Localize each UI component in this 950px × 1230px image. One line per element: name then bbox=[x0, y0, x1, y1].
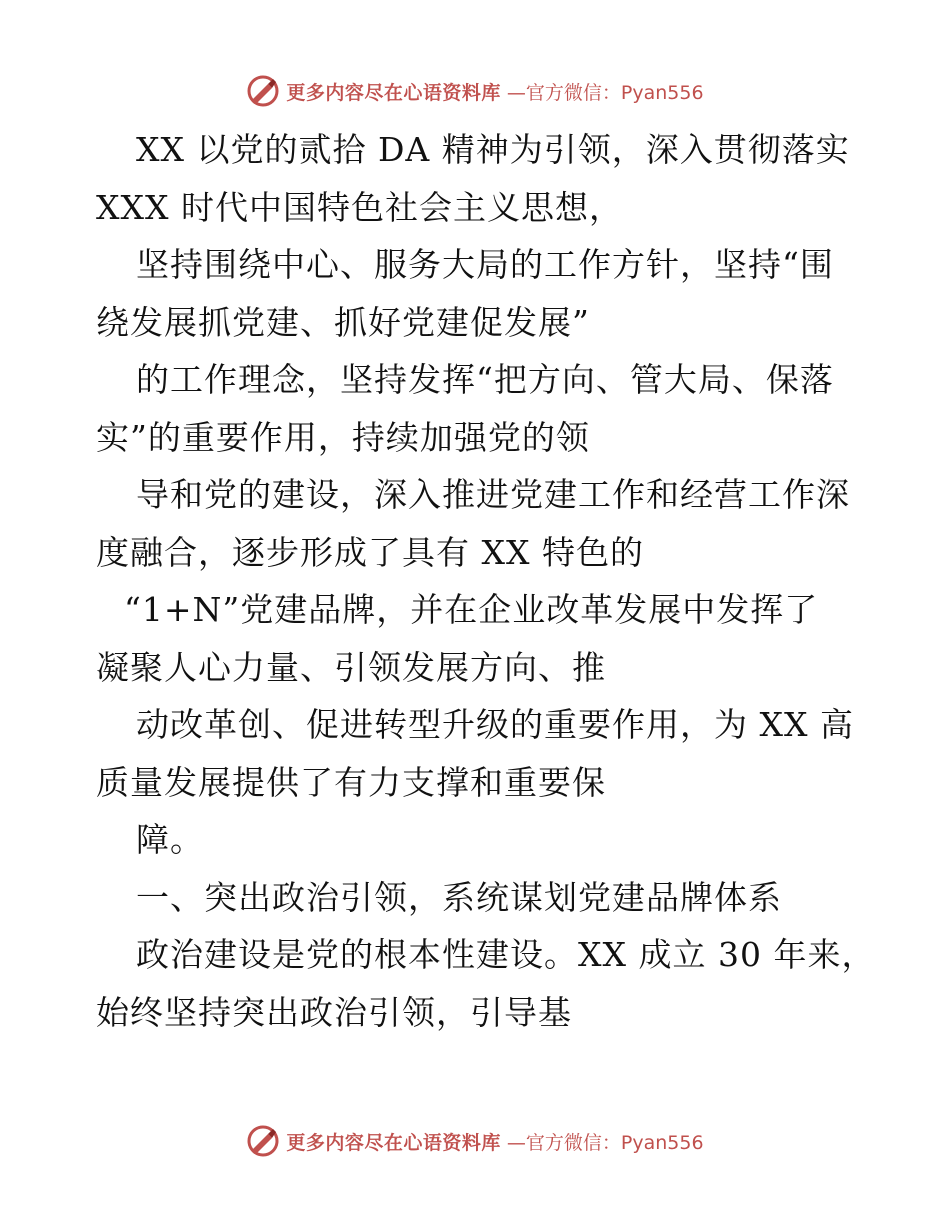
watermark-title: 更多内容尽在心语资料库 bbox=[286, 81, 501, 104]
paragraph-line: 障。 bbox=[136, 820, 204, 859]
paragraph-line: 凝聚人心力量、引领发展方向、推 bbox=[96, 647, 606, 687]
paragraph-line: 质量发展提供了有力支撑和重要保 bbox=[96, 762, 606, 802]
document-body bbox=[96, 121, 876, 1041]
paragraph-line: 动改革创、促进转型升级的重要作用，为 XX 高 bbox=[136, 705, 854, 744]
paragraph-line: 政治建设是党的根本性建设。XX 成立 30 年来， bbox=[136, 935, 876, 974]
watermark-contact: —官方微信：Pyan556 bbox=[506, 1131, 704, 1154]
watermark-title: 更多内容尽在心语资料库 bbox=[286, 1131, 501, 1154]
watermark-footer bbox=[0, 1121, 950, 1161]
pen-logo-icon bbox=[246, 74, 280, 108]
paragraph-line: 的工作理念，坚持发挥“把方向、管大局、保落 bbox=[136, 360, 834, 399]
paragraph-line: 坚持围绕中心、服务大局的工作方针，坚持“围 bbox=[136, 245, 834, 284]
paragraph-line: “1+N”党建品牌，并在企业改革发展中发挥了 bbox=[124, 590, 819, 629]
pen-logo-icon bbox=[246, 1124, 280, 1158]
watermark-contact: —官方微信：Pyan556 bbox=[506, 81, 704, 104]
section-heading: 一、突出政治引领，系统谋划党建品牌体系 bbox=[136, 877, 782, 917]
paragraph-line: 实”的重要作用，持续加强党的领 bbox=[96, 417, 590, 457]
watermark-header bbox=[0, 71, 950, 111]
paragraph-line: 导和党的建设，深入推进党建工作和经营工作深 bbox=[136, 475, 850, 514]
paragraph-line: 绕发展抓党建、抓好党建促发展” bbox=[96, 302, 590, 342]
paragraph-line: XX 以党的贰拾 DA 精神为引领，深入贯彻落实 bbox=[136, 130, 850, 169]
paragraph-line: 度融合，逐步形成了具有 XX 特色的 bbox=[96, 532, 644, 572]
paragraph-line: XXX 时代中国特色社会主义思想， bbox=[96, 187, 623, 227]
paragraph-line: 始终坚持突出政治引领，引导基 bbox=[96, 992, 572, 1032]
